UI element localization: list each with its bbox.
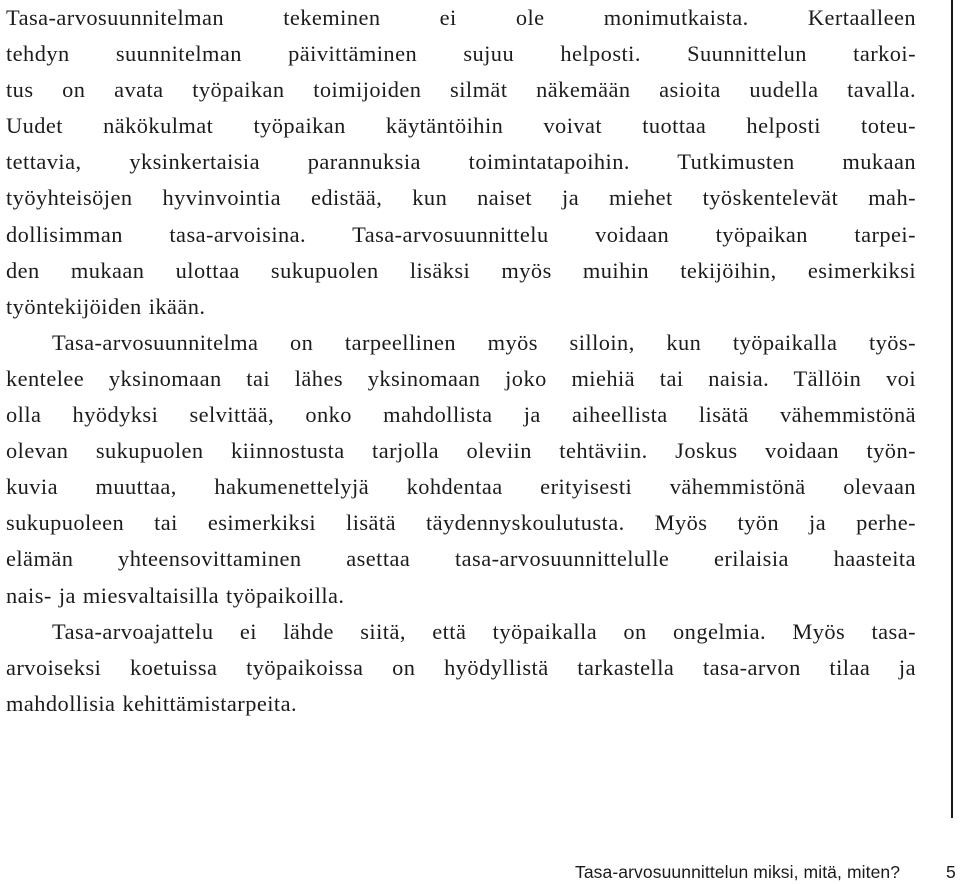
text-line: kentelee yksinomaan tai lähes yksinomaan joko miehiä tai naisia. Tällöin voi xyxy=(6,365,916,391)
text-line: olevan sukupuolen kiinnostusta tarjolla oleviin tehtäviin. Joskus voidaan työn- xyxy=(6,438,916,464)
text-line: tehdyn suunnitelman päivittäminen sujuu helposti. Suunnittelun tarkoi- xyxy=(6,41,916,67)
text-line: tus on avata työpaikan toimijoiden silmät näkemään asioita uudella tavalla. xyxy=(6,77,916,103)
text-line: kuvia muuttaa, hakumenettelyjä kohdentaa erityisesti vähemmistönä olevaan xyxy=(6,474,916,500)
page-number: 5 xyxy=(946,862,956,882)
margin-rule xyxy=(951,0,953,818)
running-footer-title: Tasa-arvosuunnittelun miksi, mitä, miten? xyxy=(575,862,901,882)
text-line: elämän yhteensovittaminen asettaa tasa-arvosuunnittelulle erilaisia haasteita xyxy=(6,546,916,572)
paragraph-2 xyxy=(6,325,916,614)
text-line: den mukaan ulottaa sukupuolen lisäksi myös muihin tekijöihin, esimerkiksi xyxy=(6,257,916,283)
text-line: työntekijöiden ikään. xyxy=(6,293,206,319)
text-line: Tasa-arvoajattelu ei lähde siitä, että työpaikalla on ongelmia. Myös tasa- xyxy=(52,618,916,644)
text-line: Tasa-arvosuunnitelma on tarpeellinen myös silloin, kun työpaikalla työs- xyxy=(52,329,916,355)
text-line: tettavia, yksinkertaisia parannuksia toimintatapoihin. Tutkimusten mukaan xyxy=(6,149,916,175)
body-text xyxy=(6,0,916,722)
text-line: Uudet näkökulmat työpaikan käytäntöihin voivat tuottaa helposti toteu- xyxy=(6,113,916,139)
paragraph-1 xyxy=(6,0,916,325)
text-line: arvoiseksi koetuissa työpaikoissa on hyödyllistä tarkastella tasa-arvon tilaa ja xyxy=(6,654,916,680)
text-line: Tasa-arvosuunnitelman tekeminen ei ole monimutkaista. Kertaalleen xyxy=(6,5,916,30)
text-line: olla hyödyksi selvittää, onko mahdollista ja aiheellista lisätä vähemmistönä xyxy=(6,402,916,428)
text-line: nais- ja miesvaltaisilla työpaikoilla. xyxy=(6,582,345,608)
paragraph-3 xyxy=(6,614,916,722)
text-line: dollisimman tasa-arvoisina. Tasa-arvosuunnittelu voidaan työpaikan tarpei- xyxy=(6,221,916,247)
text-line: mahdollisia kehittämistarpeita. xyxy=(6,690,298,716)
text-line: sukupuoleen tai esimerkiksi lisätä täydennyskoulutusta. Myös työn ja perhe- xyxy=(6,510,916,536)
text-line: työyhteisöjen hyvinvointia edistää, kun naiset ja miehet työskentelevät mah- xyxy=(6,185,916,211)
